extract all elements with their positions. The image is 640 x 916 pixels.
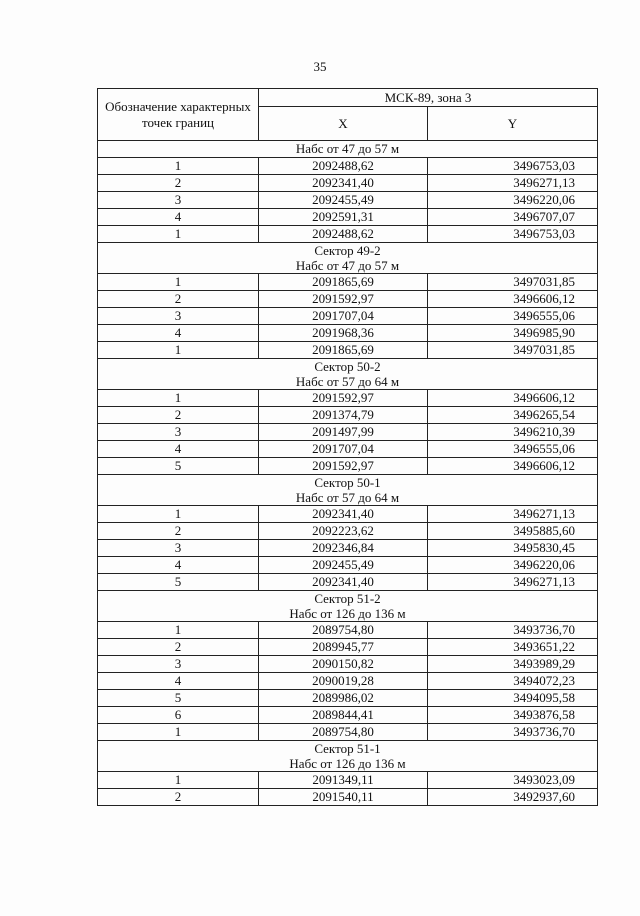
y-cell: 3493989,29 [428,656,598,673]
section-title [98,475,598,506]
x-cell: 2092591,31 [259,209,428,226]
sector-name: Сектор 49-2 [314,243,381,258]
section-title [98,243,598,274]
x-cell: 2092455,49 [259,192,428,209]
point-cell: 4 [98,325,259,342]
x-cell: 2092455,49 [259,557,428,574]
table-row [98,574,598,591]
table-row [98,308,598,325]
point-cell: 3 [98,424,259,441]
point-cell: 4 [98,441,259,458]
point-cell: 2 [98,407,259,424]
section-header-row [98,359,598,390]
sector-name: Сектор 51-2 [314,591,381,606]
elevation-range: Набс от 57 до 64 м [295,374,400,389]
y-cell: 3496210,39 [428,424,598,441]
y-cell: 3493023,09 [428,772,598,789]
section-header-row [98,141,598,158]
table-row [98,639,598,656]
y-cell: 3496271,13 [428,574,598,591]
table-row [98,424,598,441]
section-title [98,741,598,772]
table-row [98,690,598,707]
x-cell: 2091707,04 [259,308,428,325]
point-cell: 1 [98,274,259,291]
x-cell: 2090150,82 [259,656,428,673]
x-cell: 2089754,80 [259,724,428,741]
table-row [98,557,598,574]
x-cell: 2091349,11 [259,772,428,789]
y-cell: 3496606,12 [428,291,598,308]
section-title [98,141,598,158]
x-cell: 2091592,97 [259,458,428,475]
y-cell: 3496555,06 [428,441,598,458]
x-cell: 2090019,28 [259,673,428,690]
point-cell: 4 [98,557,259,574]
point-cell: 4 [98,209,259,226]
x-cell: 2092341,40 [259,506,428,523]
table-row [98,707,598,724]
x-cell: 2092341,40 [259,175,428,192]
y-cell: 3493651,22 [428,639,598,656]
point-designation-header: Обозначение характерных точек границ [98,89,259,141]
point-cell: 4 [98,673,259,690]
x-cell: 2091865,69 [259,342,428,359]
x-cell: 2089844,41 [259,707,428,724]
elevation-range: Набс от 47 до 57 м [295,258,400,273]
sector-name: Сектор 50-2 [314,359,381,374]
y-cell: 3495885,60 [428,523,598,540]
y-cell: 3496271,13 [428,506,598,523]
point-cell: 5 [98,574,259,591]
table-row [98,506,598,523]
y-cell: 3493736,70 [428,724,598,741]
point-cell: 1 [98,342,259,359]
elevation-range: Набс от 126 до 136 м [289,756,406,771]
section-header-row [98,741,598,772]
x-cell: 2092346,84 [259,540,428,557]
x-cell: 2091592,97 [259,291,428,308]
elevation-range: Набс от 126 до 136 м [289,606,406,621]
point-cell: 1 [98,724,259,741]
coordinates-table [97,88,598,806]
x-cell: 2089986,02 [259,690,428,707]
table-row [98,441,598,458]
table-row [98,789,598,806]
y-cell: 3496707,07 [428,209,598,226]
page-number: 35 [313,59,327,74]
table-row [98,772,598,789]
x-cell: 2091497,99 [259,424,428,441]
sector-name: Сектор 50-1 [314,475,381,490]
point-cell: 1 [98,390,259,407]
x-cell: 2091707,04 [259,441,428,458]
point-cell: 1 [98,506,259,523]
table-row [98,622,598,639]
table-row [98,673,598,690]
table-row [98,724,598,741]
point-cell: 1 [98,772,259,789]
x-cell: 2091540,11 [259,789,428,806]
y-cell: 3492937,60 [428,789,598,806]
x-cell: 2091865,69 [259,274,428,291]
table-row [98,407,598,424]
y-header: Y [428,107,598,141]
x-cell: 2091374,79 [259,407,428,424]
table-row [98,656,598,673]
point-cell: 1 [98,158,259,175]
point-cell: 2 [98,523,259,540]
table-row [98,540,598,557]
y-cell: 3496220,06 [428,192,598,209]
point-cell: 2 [98,291,259,308]
table-body [98,141,598,806]
table-row [98,291,598,308]
section-header-row [98,591,598,622]
section-header-row [98,475,598,506]
y-cell: 3496606,12 [428,390,598,407]
table-row [98,175,598,192]
point-cell: 2 [98,175,259,192]
point-cell: 1 [98,622,259,639]
y-cell: 3496555,06 [428,308,598,325]
point-cell: 5 [98,690,259,707]
point-cell: 2 [98,789,259,806]
table-row [98,192,598,209]
table-header [98,89,598,141]
x-cell: 2092341,40 [259,574,428,591]
y-cell: 3493876,58 [428,707,598,724]
x-header: X [259,107,428,141]
table-row [98,523,598,540]
table-row [98,342,598,359]
y-cell: 3494072,23 [428,673,598,690]
section-title [98,359,598,390]
y-cell: 3496606,12 [428,458,598,475]
y-cell: 3497031,85 [428,274,598,291]
point-cell: 6 [98,707,259,724]
y-cell: 3497031,85 [428,342,598,359]
y-cell: 3496985,90 [428,325,598,342]
x-cell: 2089945,77 [259,639,428,656]
y-cell: 3495830,45 [428,540,598,557]
y-cell: 3496220,06 [428,557,598,574]
table-row [98,226,598,243]
x-cell: 2091968,36 [259,325,428,342]
y-cell: 3496753,03 [428,158,598,175]
x-cell: 2089754,80 [259,622,428,639]
y-cell: 3496753,03 [428,226,598,243]
point-cell: 3 [98,656,259,673]
x-cell: 2092488,62 [259,226,428,243]
section-header-row [98,243,598,274]
table-row [98,274,598,291]
sector-name: Сектор 51-1 [314,741,381,756]
point-cell: 2 [98,639,259,656]
x-cell: 2092488,62 [259,158,428,175]
point-cell: 5 [98,458,259,475]
x-cell: 2091592,97 [259,390,428,407]
elevation-range: Набс от 57 до 64 м [295,490,400,505]
point-cell: 3 [98,192,259,209]
section-title [98,591,598,622]
table-row [98,325,598,342]
x-cell: 2092223,62 [259,523,428,540]
y-cell: 3494095,58 [428,690,598,707]
table-row [98,158,598,175]
coord-system-header: МСК-89, зона 3 [259,89,598,107]
point-cell: 1 [98,226,259,243]
y-cell: 3493736,70 [428,622,598,639]
table-row [98,458,598,475]
elevation-range: Набс от 47 до 57 м [295,141,400,156]
y-cell: 3496271,13 [428,175,598,192]
point-cell: 3 [98,308,259,325]
y-cell: 3496265,54 [428,407,598,424]
table-row [98,209,598,226]
table-row [98,390,598,407]
point-cell: 3 [98,540,259,557]
